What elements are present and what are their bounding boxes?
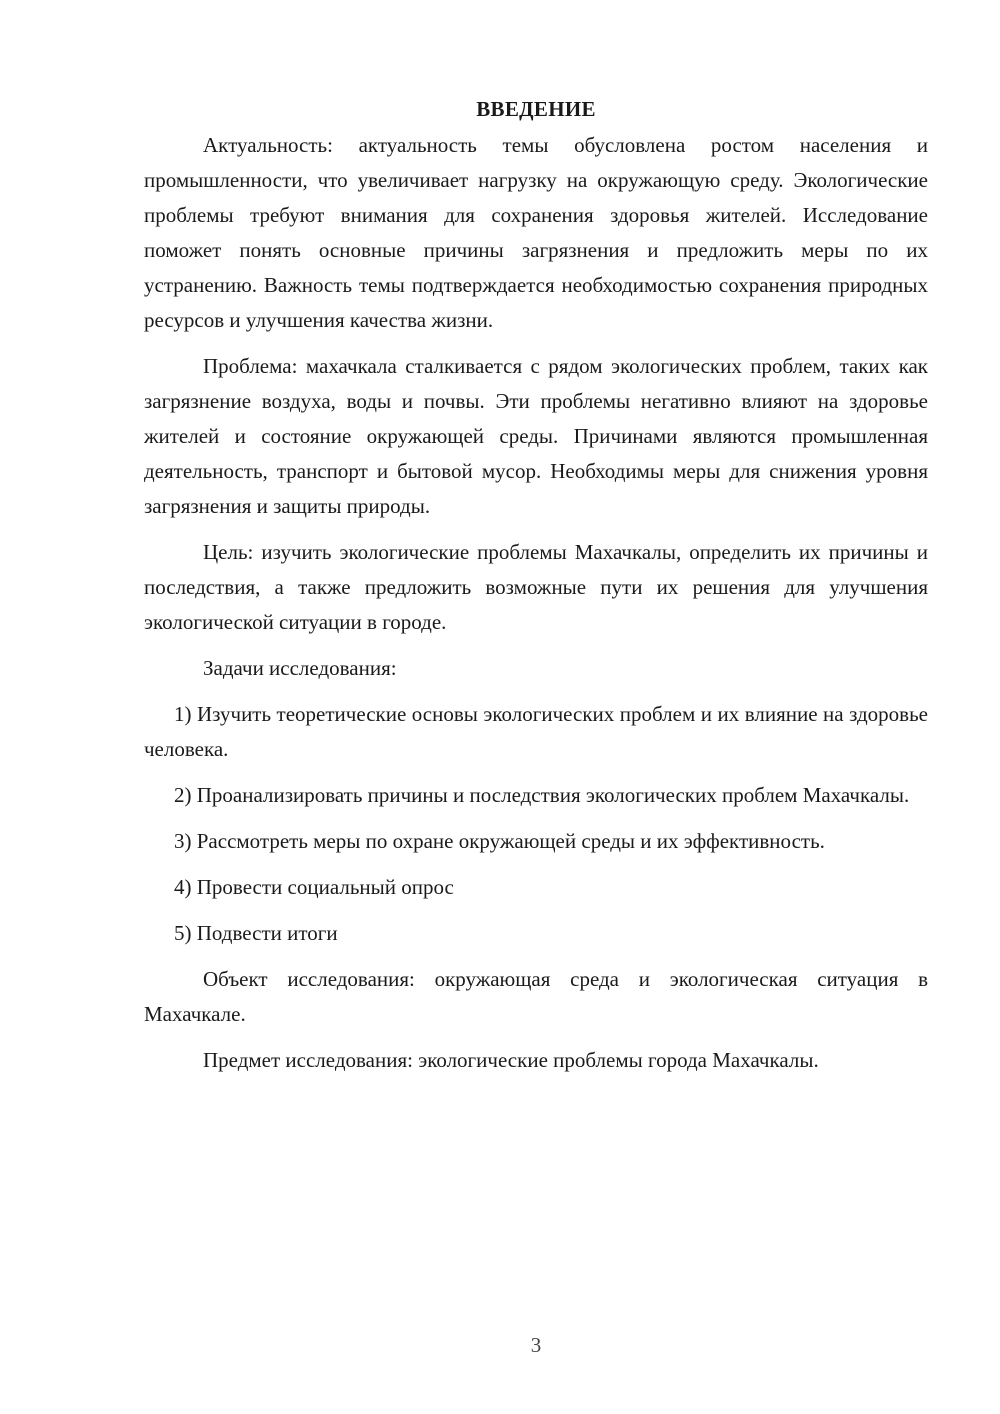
task-item: 3) Рассмотреть меры по охране окружающей среды и их эффективность. [174,829,825,853]
page-number: 3 [530,1333,542,1357]
task-item: 5) Подвести итоги [174,921,338,945]
task-item: 4) Провести социальный опрос [174,875,454,899]
paragraph-problem: Проблема: махачкала сталкивается с рядом экологических проблем, таких как загрязнение воздуха, воды и почвы. Эти проблемы негативно влияют на здоровье жителей и состояние окружающей среды. Причинами являются промышленная деятельность, транспорт и бытовой мусор. Необходимы меры для снижения уровня загрязнения и защиты природы. [144,354,928,518]
paragraph-relevance: Актуальность: актуальность темы обусловлена ростом населения и промышленности, что увеличивает нагрузку на окружающую среду. Экологические проблемы требуют внимания для сохранения здоровья жителей. Исследование поможет понять основные причины загрязнения и предложить меры по их устранению. Важность темы подтверждается необходимостью сохранения природных ресурсов и улучшения качества жизни. [144,133,928,332]
task-item: 2) Проанализировать причины и последствия экологических проблем Махачкалы. [174,783,910,807]
paragraph-object: Объект исследования: окружающая среда и экологическая ситуация в Махачкале. [144,967,928,1026]
paragraph-goal: Цель: изучить экологические проблемы Махачкалы, определить их причины и последствия, а также предложить возможные пути их решения для улучшения экологической ситуации в городе. [144,540,928,634]
paragraph-subject: Предмет исследования: экологические проблемы города Махачкалы. [203,1048,819,1072]
document-page [144,92,928,1089]
page-title: ВВЕДЕНИЕ [476,97,596,121]
task-item: 1) Изучить теоретические основы экологических проблем и их влияние на здоровье человека. [144,702,928,761]
tasks-heading: Задачи исследования: [203,656,397,680]
